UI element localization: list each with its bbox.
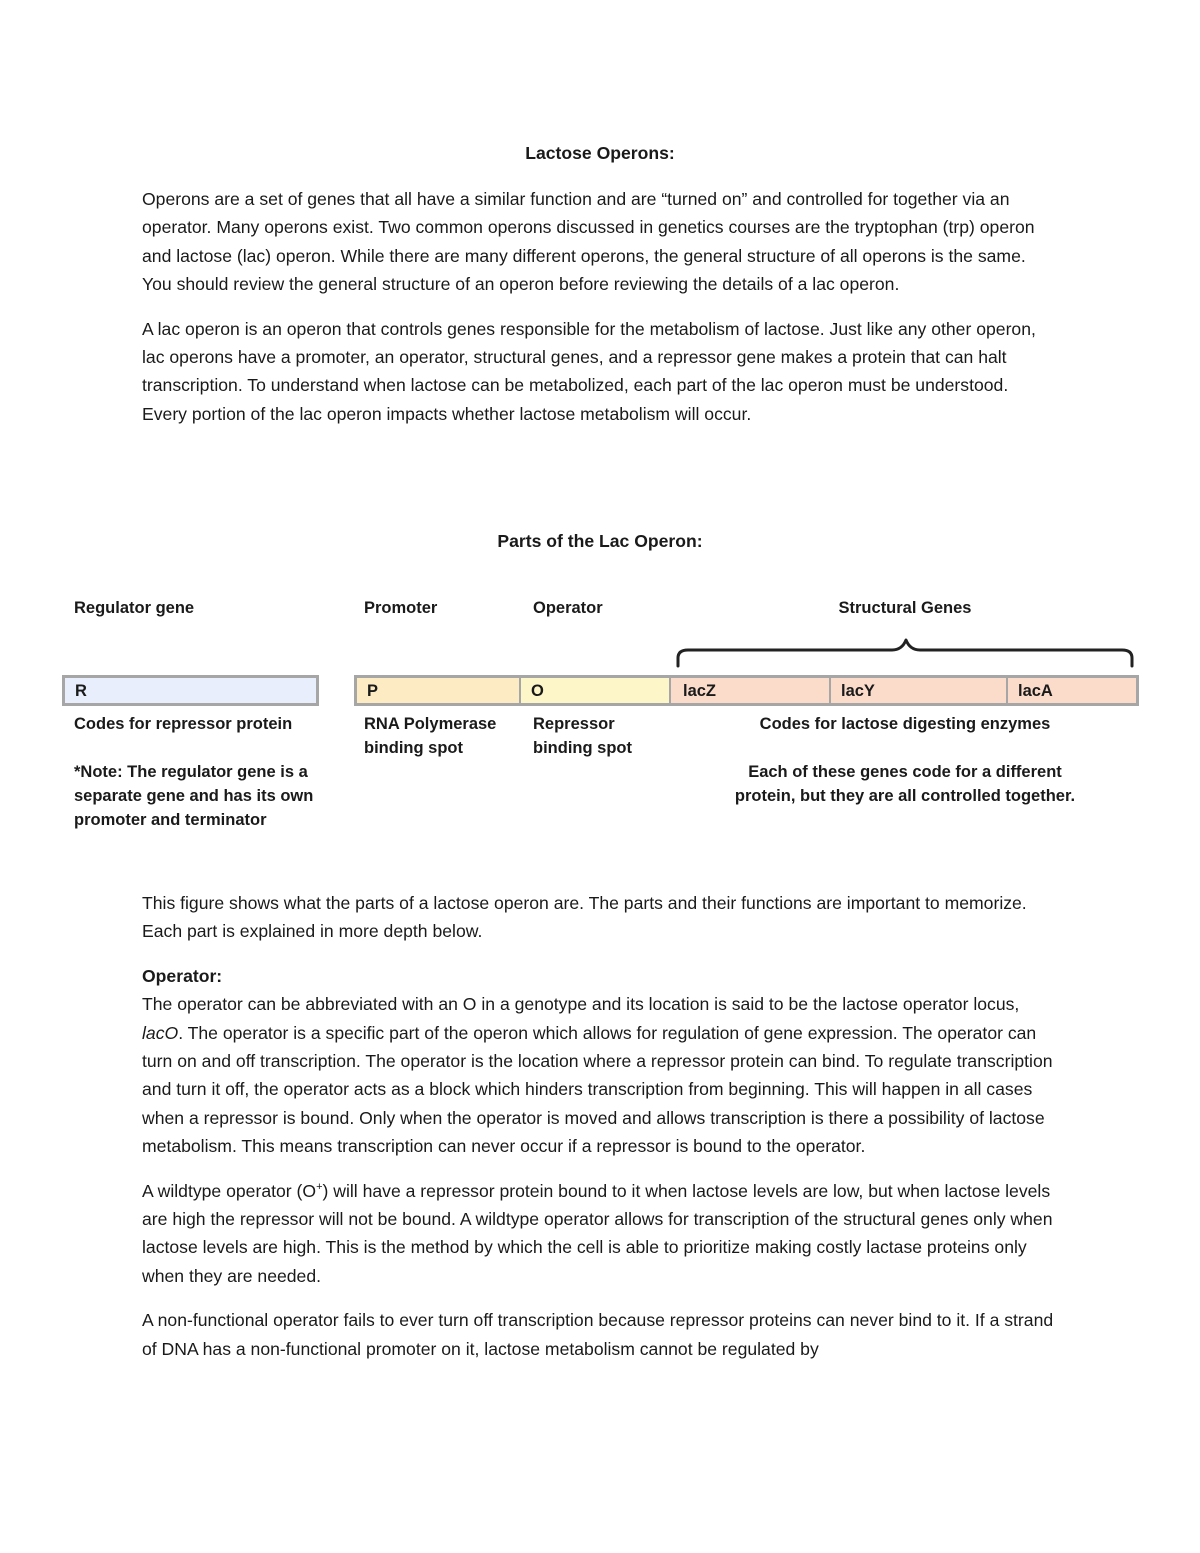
structural-genes-label: Structural Genes	[838, 599, 972, 617]
regulator-caption	[74, 712, 313, 832]
operator-locus-term: lacO	[142, 1022, 179, 1043]
wildtype-superscript: +	[316, 1180, 323, 1193]
wildtype-text-a: A wildtype operator (O	[142, 1180, 317, 1201]
operator-paragraph-text-a: The operator can be abbreviated with an O in a genotype and its location is said to be the lactose operator locus,	[142, 994, 1020, 1015]
intro-paragraph-1: Operons are a set of genes that all have a similar function and are “turned on” and controlled for together via an operator. Many operons exist. Two common operons discussed in genetics courses are the tryptophan (trp) operon and lactose (lac) operon. While there are many different operons, the general structure of all operons is the same. You should review the general structure of an operon before reviewing the details of a lac operon.	[142, 189, 1035, 295]
operator-paragraph	[142, 990, 1058, 1160]
operator-caption	[533, 712, 632, 760]
promoter-caption-line-2: binding spot	[364, 739, 463, 757]
nonfunctional-paragraph: A non-functional operator fails to ever turn off transcription because repressor proteins can never bind to it. If a strand of DNA has a non-functional promoter on it, lactose metabolism cannot be regulated by	[142, 1310, 1054, 1359]
body-section	[142, 889, 1058, 1363]
promoter-caption-line-1: RNA Polymerase	[364, 715, 497, 733]
structural-genes-brace	[670, 622, 1140, 670]
structural-note-line-2: protein, but they are all controlled together.	[734, 787, 1076, 805]
structural-caption-text: Codes for lactose digesting enzymes	[759, 715, 1051, 733]
promoter-box	[354, 675, 521, 706]
lacz-box	[671, 675, 831, 706]
wildtype-paragraph	[142, 1177, 1058, 1291]
promoter-caption	[364, 712, 496, 760]
promoter-label: Promoter	[364, 599, 438, 617]
regulator-note-line-2: separate gene and has its own	[74, 787, 314, 805]
laca-box-label: lacA	[1018, 682, 1053, 700]
operator-heading: Operator:	[142, 965, 223, 986]
operator-label: Operator	[533, 599, 603, 617]
regulator-note-line-1: *Note: The regulator gene is a	[74, 763, 308, 781]
document-title: Lactose Operons:	[525, 143, 675, 163]
figure-title: Parts of the Lac Operon:	[497, 531, 703, 551]
operator-box	[521, 675, 671, 706]
lacy-box-label: lacY	[841, 682, 875, 700]
wildtype-text-b: ) will have a repressor protein bound to it when lactose levels are low, but when lactose levels are high the repressor will not be bound. A wildtype operator allows for transcription of the structural genes only when lactose levels are high. This is the method by which the cell is able to prioritize making costly lactase proteins only when they are needed.	[142, 1180, 1053, 1286]
structural-caption	[700, 712, 1110, 808]
regulator-box-label: R	[75, 682, 87, 700]
operator-paragraph-text-b: . The operator is a specific part of the operon which allows for regulation of gene expression. The operator can turn on and off transcription. The operator is the location where a repressor protein can bind. To regulate transcription and turn it off, the operator acts as a block which hinders transcription from beginning. This will happen in all cases when a repressor is bound. Only when the operator is moved and allows transcription is there a possibility of lactose metabolism. This means transcription can never occur if a repressor is bound to the operator.	[142, 1022, 1053, 1157]
lacy-box	[831, 675, 1008, 706]
laca-box	[1008, 675, 1139, 706]
intro-paragraph-2: A lac operon is an operon that controls genes responsible for the metabolism of lactose. Just like any other operon, lac operons have a promoter, an operator, structural genes, and a repressor gene makes a protein that can halt transcription. To understand when lactose can be metabolized, each part of the lac operon must be understood. Every portion of the lac operon impacts whether lactose metabolism will occur.	[142, 318, 1036, 424]
operator-box-label: O	[531, 682, 544, 700]
structural-note-line-1: Each of these genes code for a different	[748, 763, 1062, 781]
figure-caption-paragraph: This figure shows what the parts of a lactose operon are. The parts and their functions are important to memorize. Each part is explained in more depth below.	[142, 893, 1027, 942]
operator-caption-line-1: Repressor	[533, 715, 615, 733]
regulator-note-line-3: promoter and terminator	[74, 811, 267, 829]
regulator-box	[62, 675, 319, 706]
regulator-gene-label: Regulator gene	[74, 599, 195, 617]
promoter-box-label: P	[367, 682, 379, 700]
intro-section	[142, 185, 1058, 428]
lacz-box-label: lacZ	[683, 682, 717, 700]
regulator-caption-text: Codes for repressor protein	[74, 715, 293, 733]
operator-caption-line-2: binding spot	[533, 739, 632, 757]
